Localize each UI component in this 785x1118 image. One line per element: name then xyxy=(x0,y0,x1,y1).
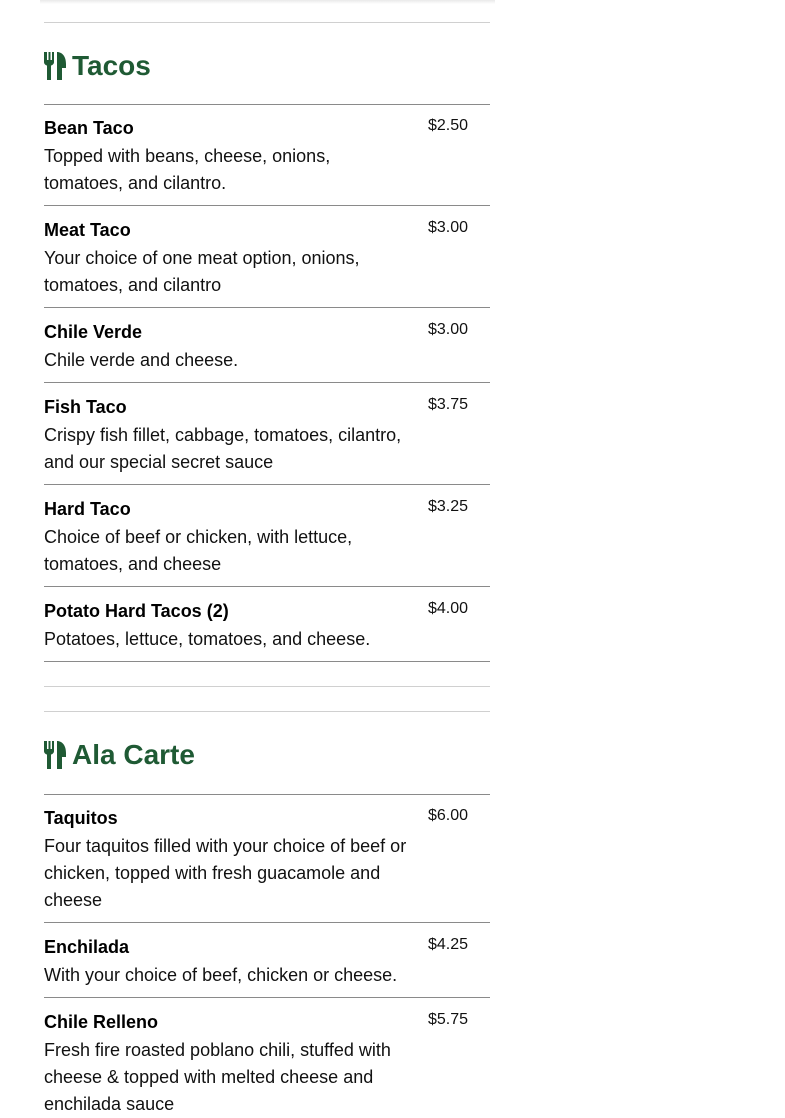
item-description: Choice of beef or chicken, with lettuce, tomatoes, and cheese xyxy=(44,527,353,574)
item-price: $3.00 xyxy=(428,321,469,338)
menu-item-taquitos xyxy=(44,795,490,923)
menu-item-chile-relleno xyxy=(44,999,490,1114)
menu-item-meat-taco xyxy=(44,207,490,308)
item-description: With your choice of beef, chicken or cheese. xyxy=(44,965,398,985)
item-price: $3.25 xyxy=(428,498,469,515)
item-description: Fresh fire roasted poblano chili, stuffed with cheese & topped with melted cheese and enchilada sauce xyxy=(44,1040,391,1114)
item-price: $6.00 xyxy=(428,807,469,824)
item-name: Chile Verde xyxy=(44,322,143,342)
item-name: Potato Hard Tacos (2) xyxy=(44,601,229,621)
menu-item-enchilada xyxy=(44,924,490,998)
section-title-text: Ala Carte xyxy=(72,739,195,770)
item-price: $5.75 xyxy=(428,1011,469,1028)
section-divider xyxy=(44,686,490,687)
item-name: Enchilada xyxy=(44,937,130,957)
item-name: Meat Taco xyxy=(44,220,131,240)
item-name: Chile Relleno xyxy=(44,1012,159,1032)
menu-item-chile-verde xyxy=(44,309,490,383)
menu-item-bean-taco xyxy=(44,105,490,206)
menu-item-potato-hard-tacos xyxy=(44,588,490,662)
item-price: $4.00 xyxy=(428,600,469,617)
menu-item-fish-taco xyxy=(44,384,490,485)
item-price: $3.00 xyxy=(428,219,469,236)
item-price: $2.50 xyxy=(428,117,469,134)
item-name: Taquitos xyxy=(44,808,118,828)
item-description: Chile verde and cheese. xyxy=(44,350,239,370)
item-price: $4.25 xyxy=(428,936,469,953)
item-description: Crispy fish fillet, cabbage, tomatoes, cilantro, and our special secret sauce xyxy=(44,425,402,472)
menu-item-hard-taco xyxy=(44,486,490,587)
item-price: $3.75 xyxy=(428,396,469,413)
item-name: Bean Taco xyxy=(44,118,134,138)
item-name: Hard Taco xyxy=(44,499,131,519)
item-description: Your choice of one meat option, onions, tomatoes, and cilantro xyxy=(44,248,360,295)
section-title-ala-carte xyxy=(44,740,195,770)
item-description: Topped with beans, cheese, onions, tomatoes, and cilantro. xyxy=(44,146,331,193)
section-top-rule xyxy=(44,22,490,23)
utensils-icon xyxy=(44,741,66,769)
section-title-text: Tacos xyxy=(72,50,151,81)
section-title-tacos xyxy=(44,51,151,81)
item-description: Four taquitos filled with your choice of beef or chicken, topped with fresh guacamole and cheese xyxy=(44,836,407,910)
utensils-icon xyxy=(44,52,66,80)
top-edge-shadow xyxy=(40,0,495,4)
section-top-rule xyxy=(44,711,490,712)
item-description: Potatoes, lettuce, tomatoes, and cheese. xyxy=(44,629,371,649)
item-name: Fish Taco xyxy=(44,397,127,417)
